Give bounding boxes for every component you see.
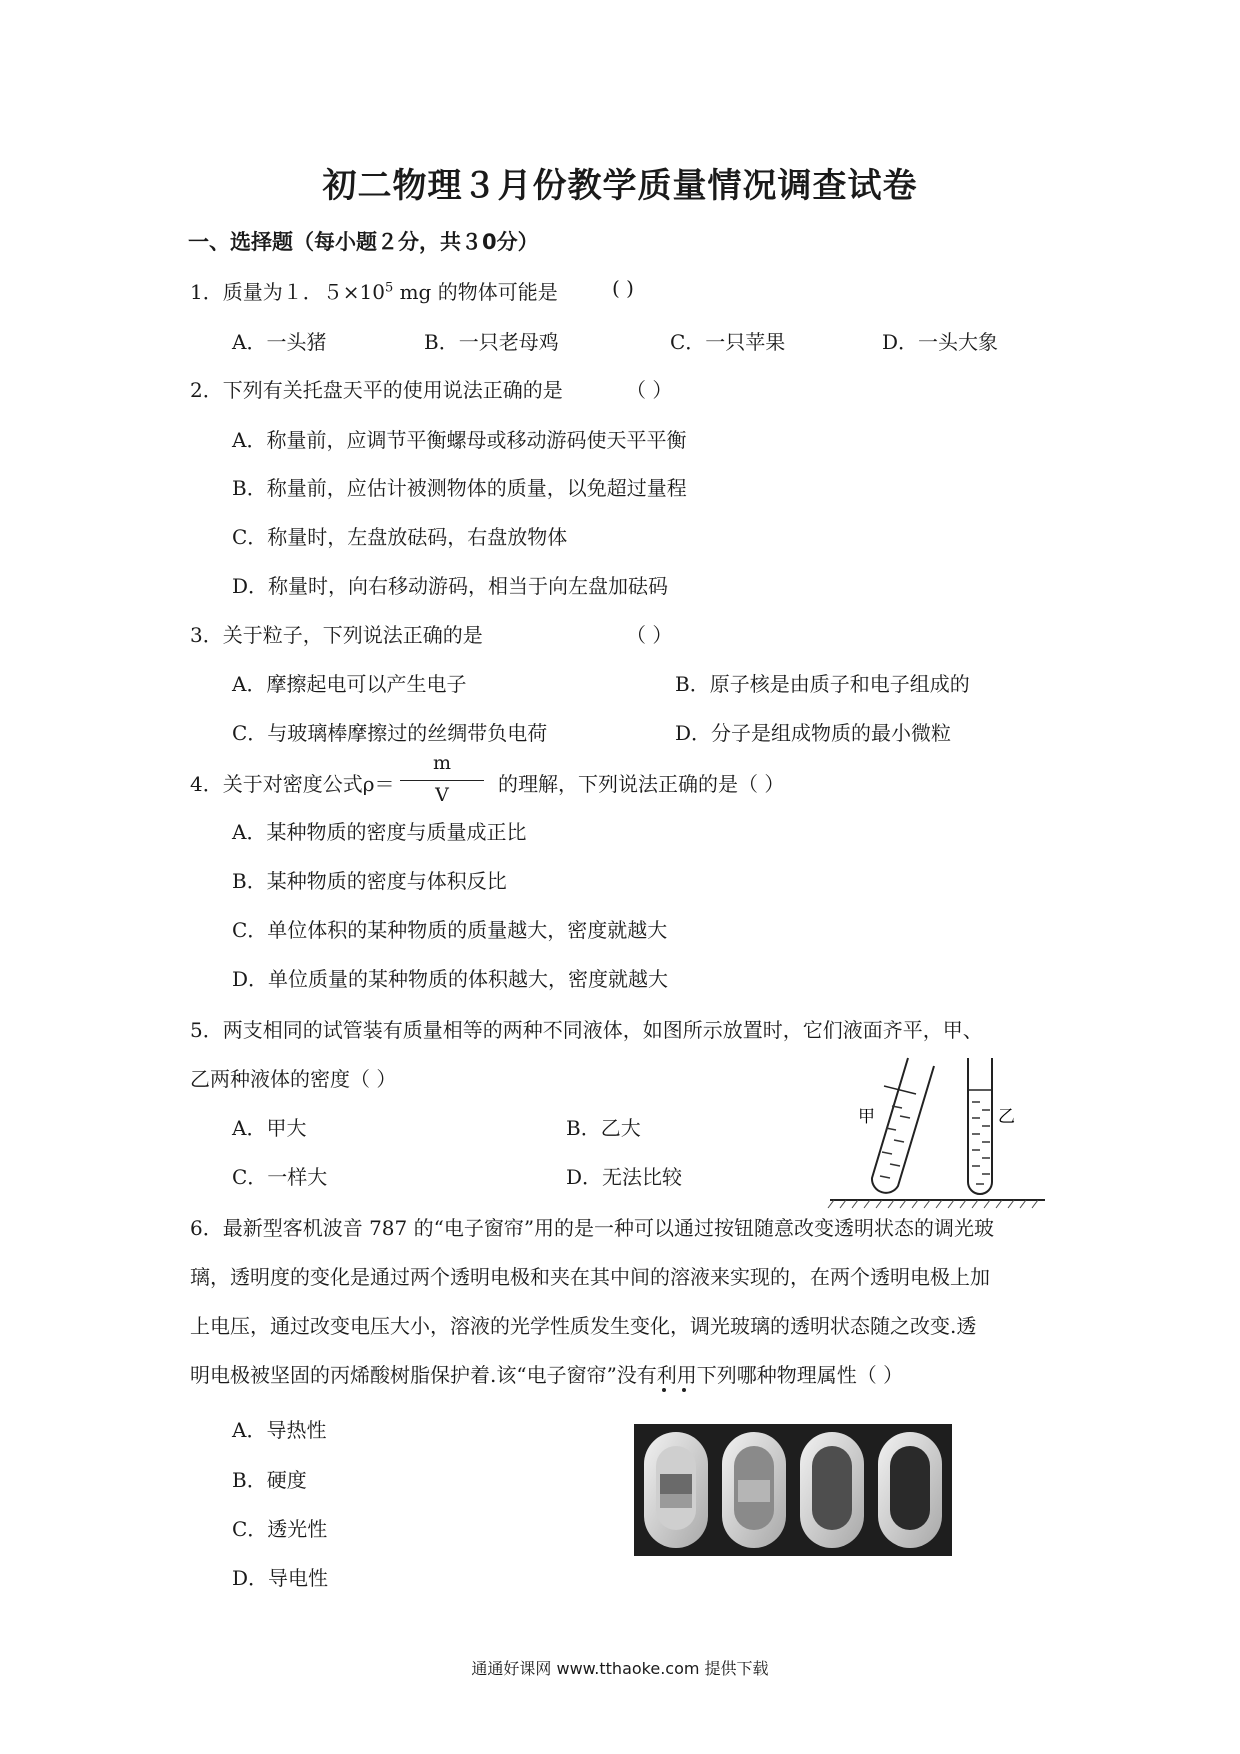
- electronic-window-shades-photo: [634, 1424, 952, 1556]
- emphasis-dot: [662, 1388, 666, 1392]
- q2-option-d: D．称量时，向右移动游码，相当于向左盘加砝码: [232, 574, 669, 598]
- density-formula-fraction: [396, 752, 488, 812]
- q1-prefix: 1．质量为１．５×10: [190, 280, 385, 304]
- q6-option-a: A．导热性: [232, 1418, 327, 1442]
- q4-option-a: A．某种物质的密度与质量成正比: [232, 820, 527, 844]
- q6-option-b: B．硬度: [232, 1468, 307, 1492]
- question-6-line-1: 6．最新型客机波音 787 的“电子窗帘”用的是一种可以通过按钮随意改变透明状态的调光玻: [190, 1216, 995, 1240]
- q5-option-d: D．无法比较: [566, 1165, 683, 1189]
- fraction-denominator: V: [435, 784, 449, 806]
- q6-option-c: C．透光性: [232, 1517, 328, 1541]
- q5-option-c: C．一样大: [232, 1165, 328, 1189]
- question-3-stem: 3．关于粒子，下列说法正确的是: [190, 623, 483, 647]
- q1-option-b: B．一只老母鸡: [424, 330, 559, 354]
- section-heading: 一、选择题（每小题２分，共３0分）: [188, 230, 539, 254]
- q2-answer-paren: （ ）: [626, 378, 673, 402]
- q3-answer-paren: （ ）: [626, 623, 673, 647]
- question-4-stem-pre: 4．关于对密度公式ρ＝: [190, 772, 395, 796]
- tube-label-yi: 乙: [998, 1107, 1015, 1127]
- q2-option-b: B．称量前，应估计被测物体的质量，以免超过量程: [232, 476, 687, 500]
- window-shades-illustration: [634, 1424, 952, 1556]
- window-2: [722, 1432, 786, 1548]
- question-6-line-3: 上电压，通过改变电压大小，溶液的光学性质发生变化，调光玻璃的透明状态随之改变.透: [190, 1314, 977, 1338]
- q3-option-d: D．分子是组成物质的最小微粒: [675, 721, 952, 745]
- q3-option-a: A．摩擦起电可以产生电子: [232, 672, 467, 696]
- q1-option-a: A．一头猪: [232, 330, 327, 354]
- q2-option-a: A．称量前，应调节平衡螺母或移动游码使天平平衡: [232, 428, 687, 452]
- question-6-line-2: 璃，透明度的变化是通过两个透明电极和夹在其中间的溶液来实现的，在两个透明电极上加: [190, 1265, 990, 1289]
- fraction-bar: [400, 780, 484, 781]
- q3-option-c: C．与玻璃棒摩擦过的丝绸带负电荷: [232, 721, 548, 745]
- question-5-line-1: 5．两支相同的试管装有质量相等的两种不同液体，如图所示放置时，它们液面齐平，甲、: [190, 1018, 983, 1042]
- q5-option-b: B．乙大: [566, 1116, 641, 1140]
- upright-test-tube: [968, 1058, 992, 1194]
- q3-option-b: B．原子核是由质子和电子组成的: [675, 672, 970, 696]
- q6-option-d: D．导电性: [232, 1566, 329, 1590]
- q4-option-d: D．单位质量的某种物质的体积越大，密度就越大: [232, 967, 669, 991]
- window-1: [644, 1432, 708, 1548]
- question-4-stem-post: 的理解，下列说法正确的是（ ）: [498, 772, 785, 796]
- q1-suffix: mg 的物体可能是: [393, 280, 558, 304]
- q1-option-c: C．一只苹果: [670, 330, 786, 354]
- q1-answer-paren: ( ): [612, 276, 634, 300]
- page-footer: 通通好课网 www.tthaoke.com 提供下载: [471, 1659, 769, 1678]
- question-2-stem: 2．下列有关托盘天平的使用说法正确的是: [190, 378, 563, 402]
- q2-option-c: C．称量时，左盘放砝码，右盘放物体: [232, 525, 568, 549]
- q4-option-b: B．某种物质的密度与体积反比: [232, 869, 507, 893]
- fraction-numerator: m: [432, 752, 452, 774]
- page-title: 初二物理３月份教学质量情况调查试卷: [322, 166, 918, 206]
- q1-exponent: 5: [384, 280, 394, 296]
- question-6-line-4: 明电极被坚固的丙烯酸树脂保护着.该“电子窗帘”没有利用下列哪种物理属性（ ）: [190, 1363, 904, 1387]
- test-tubes-figure: [820, 1050, 1050, 1210]
- table-hatching: [828, 1200, 1038, 1208]
- tilted-test-tube: [872, 1058, 934, 1193]
- window-4: [878, 1432, 942, 1548]
- window-3: [800, 1432, 864, 1548]
- q4-option-c: C．单位体积的某种物质的质量越大，密度就越大: [232, 918, 668, 942]
- q5-option-a: A．甲大: [232, 1116, 307, 1140]
- emphasis-dot: [682, 1388, 686, 1392]
- question-5-line-2: 乙两种液体的密度（ ）: [190, 1067, 397, 1091]
- question-1-stem: [190, 276, 558, 305]
- tube-label-jia: 甲: [858, 1107, 875, 1127]
- q1-option-d: D．一头大象: [882, 330, 999, 354]
